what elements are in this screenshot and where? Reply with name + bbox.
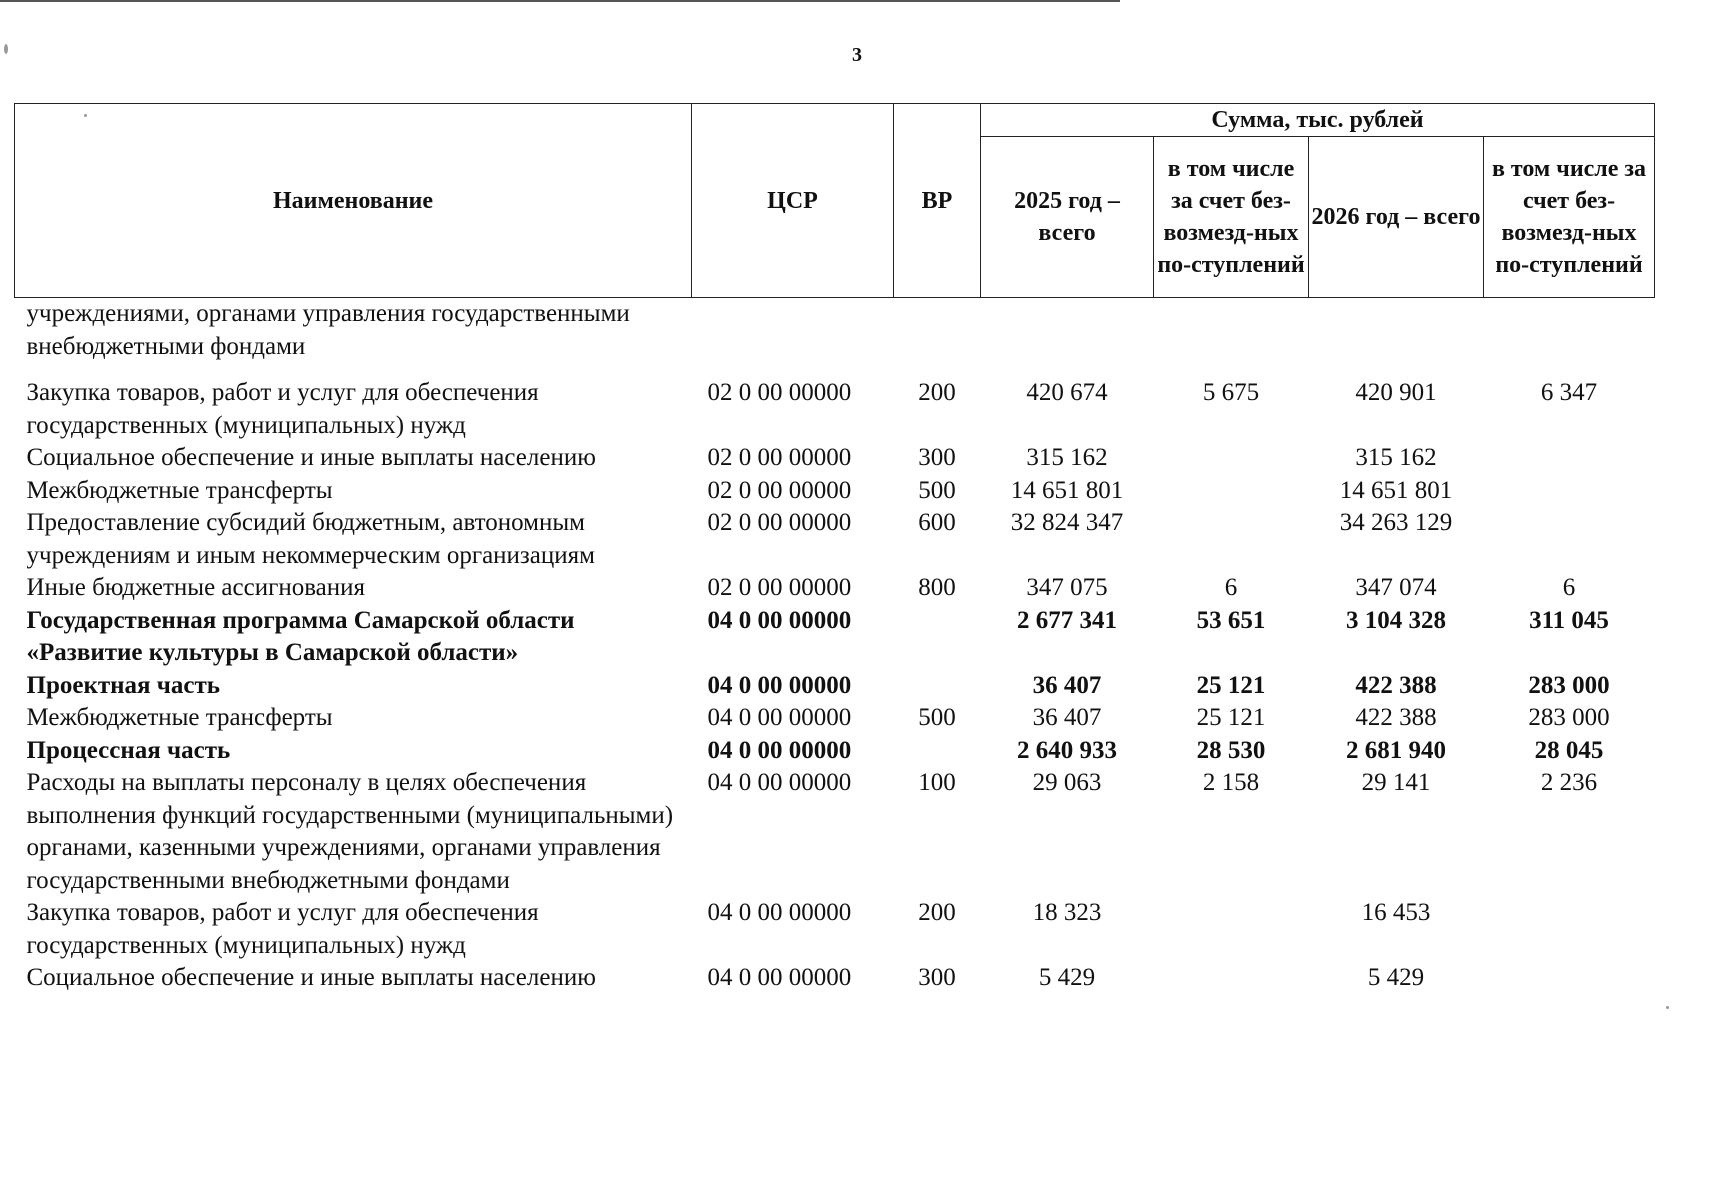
row-2026-free: 311 045 <box>1529 606 1609 634</box>
row-2026-free: 6 347 <box>1540 379 1598 406</box>
row-2026-total: 5 429 <box>1367 964 1425 991</box>
row-csr: 02 0 00 00000 <box>707 509 852 536</box>
row-2025-free: 28 530 <box>1196 736 1266 764</box>
row-2026-total: 16 453 <box>1361 899 1431 926</box>
table-row <box>15 735 1655 768</box>
scan-artifact <box>84 114 87 117</box>
table-body <box>15 298 1655 995</box>
table-row <box>15 475 1655 508</box>
row-2026-total: 422 388 <box>1355 671 1437 699</box>
row-2025-total: 2 677 341 <box>1017 606 1117 634</box>
scan-artifact <box>4 44 8 54</box>
table-row <box>15 702 1655 735</box>
row-vr: 100 <box>918 769 956 796</box>
row-2025-free <box>1154 442 1309 475</box>
row-vr: 500 <box>918 704 956 731</box>
row-vr: 200 <box>918 899 956 926</box>
row-csr: 04 0 00 00000 <box>707 899 852 926</box>
row-2025-free: 2 158 <box>1202 769 1260 796</box>
row-2026-total: 2 681 940 <box>1346 736 1446 764</box>
row-2025-free <box>1154 298 1309 378</box>
row-vr <box>894 735 981 768</box>
table-row <box>15 767 1655 897</box>
table-row <box>15 605 1655 670</box>
row-name: Социальное обеспечение и иные выплаты населению <box>26 964 596 991</box>
row-2025-free: 53 651 <box>1196 606 1266 634</box>
row-2026-free: 6 <box>1562 574 1576 601</box>
row-2026-free: 28 045 <box>1534 736 1604 764</box>
row-2026-free <box>1484 507 1655 572</box>
row-vr: 300 <box>918 444 956 471</box>
row-vr: 600 <box>918 509 956 536</box>
row-name: Проектная часть <box>26 671 221 699</box>
row-2025-total: 29 063 <box>1032 769 1102 796</box>
row-csr: 04 0 00 00000 <box>707 704 852 731</box>
row-csr: 04 0 00 00000 <box>707 606 852 634</box>
row-name: Закупка товаров, работ и услуг для обеспечения государственных (муниципальных) нужд <box>26 379 539 439</box>
row-2026-free: 283 000 <box>1528 704 1610 731</box>
row-vr <box>894 670 981 703</box>
row-2025-total: 347 075 <box>1026 574 1108 601</box>
row-2026-total: 347 074 <box>1355 574 1437 601</box>
row-name: Государственная программа Самарской области «Развитие культуры в Самарской области» <box>26 606 575 666</box>
header-vr: ВР <box>894 104 981 298</box>
row-2026-total: 420 901 <box>1355 379 1437 406</box>
row-2025-total: 5 429 <box>1038 964 1096 991</box>
row-2025-free: 6 <box>1224 574 1238 601</box>
table-row <box>15 298 1655 378</box>
row-name: Иные бюджетные ассигнования <box>26 574 366 601</box>
table-row <box>15 377 1655 442</box>
row-2026-total <box>1309 298 1484 378</box>
header-2025-total: 2025 год – всего <box>981 137 1154 298</box>
row-2026-free <box>1484 298 1655 378</box>
row-csr: 02 0 00 00000 <box>707 444 852 471</box>
row-2025-free: 25 121 <box>1196 671 1266 699</box>
row-2025-free: 5 675 <box>1202 379 1260 406</box>
row-2025-total: 14 651 801 <box>1010 476 1124 504</box>
header-2025-free: в том числе за счет без-возмезд-ных по-ступлений <box>1154 137 1309 298</box>
row-name: Межбюджетные трансферты <box>26 476 333 504</box>
row-csr: 04 0 00 00000 <box>707 736 852 764</box>
row-2026-total: 14 651 801 <box>1339 476 1453 504</box>
row-2025-total: 2 640 933 <box>1017 736 1117 764</box>
row-csr: 02 0 00 00000 <box>707 574 852 601</box>
row-csr <box>692 298 894 378</box>
row-2025-total: 420 674 <box>1026 379 1108 406</box>
row-2026-free <box>1484 475 1655 508</box>
header-name: Наименование <box>15 104 692 298</box>
row-2025-total: 32 824 347 <box>1010 509 1124 536</box>
row-vr: 200 <box>918 379 956 406</box>
row-2025-free <box>1154 897 1309 962</box>
page-number: 3 <box>852 44 862 66</box>
table-row <box>15 897 1655 962</box>
row-2026-free <box>1484 962 1655 995</box>
row-2026-free <box>1484 897 1655 962</box>
row-2025-total <box>981 298 1154 378</box>
row-vr <box>894 605 981 670</box>
row-2026-total: 3 104 328 <box>1346 606 1446 634</box>
row-csr: 04 0 00 00000 <box>707 769 852 796</box>
row-name: Предоставление субсидий бюджетным, автономным учреждениям и иным некоммерческим организациям <box>26 509 595 569</box>
row-name: Процессная часть <box>26 736 231 764</box>
row-2025-free: 25 121 <box>1196 704 1266 731</box>
row-2026-total: 34 263 129 <box>1339 509 1453 536</box>
row-2025-free <box>1154 475 1309 508</box>
table-row <box>15 572 1655 605</box>
scan-artifact <box>1666 1006 1669 1009</box>
row-vr <box>894 298 981 378</box>
budget-table <box>14 103 1655 995</box>
row-2026-total: 29 141 <box>1361 769 1431 796</box>
row-2025-total: 36 407 <box>1032 704 1102 731</box>
row-csr: 04 0 00 00000 <box>707 671 852 699</box>
row-2025-total: 36 407 <box>1032 671 1102 699</box>
header-2026-total: 2026 год – всего <box>1309 137 1484 298</box>
row-2025-total: 315 162 <box>1026 444 1108 471</box>
row-csr: 02 0 00 00000 <box>707 379 852 406</box>
row-2026-total: 422 388 <box>1355 704 1437 731</box>
row-2025-free <box>1154 962 1309 995</box>
row-2026-free <box>1484 442 1655 475</box>
row-name: Расходы на выплаты персоналу в целях обеспечения выполнения функций государственными (муниципальными) органами, казенными учреждениями, органами управления государственными внебюджетными фондами <box>26 769 674 894</box>
row-2025-total: 18 323 <box>1032 899 1102 926</box>
header-2026-free: в том числе за счет без-возмезд-ных по-ступлений <box>1484 137 1655 298</box>
table-header <box>15 104 1655 298</box>
row-2026-free: 283 000 <box>1528 671 1610 699</box>
table-row <box>15 962 1655 995</box>
row-name: Межбюджетные трансферты <box>26 704 333 731</box>
row-vr: 500 <box>918 476 956 504</box>
row-name: учреждениями, органами управления государственными внебюджетными фондами <box>26 300 630 360</box>
header-csr: ЦСР <box>692 104 894 298</box>
header-sum-group: Сумма, тыс. рублей <box>981 104 1655 137</box>
table-row <box>15 507 1655 572</box>
row-vr: 300 <box>918 964 956 991</box>
row-vr: 800 <box>918 574 956 601</box>
row-csr: 04 0 00 00000 <box>707 964 852 991</box>
table-row <box>15 442 1655 475</box>
row-2026-total: 315 162 <box>1355 444 1437 471</box>
row-name: Социальное обеспечение и иные выплаты населению <box>26 444 596 471</box>
row-2026-free: 2 236 <box>1540 769 1598 796</box>
row-name: Закупка товаров, работ и услуг для обеспечения государственных (муниципальных) нужд <box>26 899 539 959</box>
top-rule <box>0 0 1120 2</box>
table-row <box>15 670 1655 703</box>
row-2025-free <box>1154 507 1309 572</box>
row-csr: 02 0 00 00000 <box>707 476 852 504</box>
